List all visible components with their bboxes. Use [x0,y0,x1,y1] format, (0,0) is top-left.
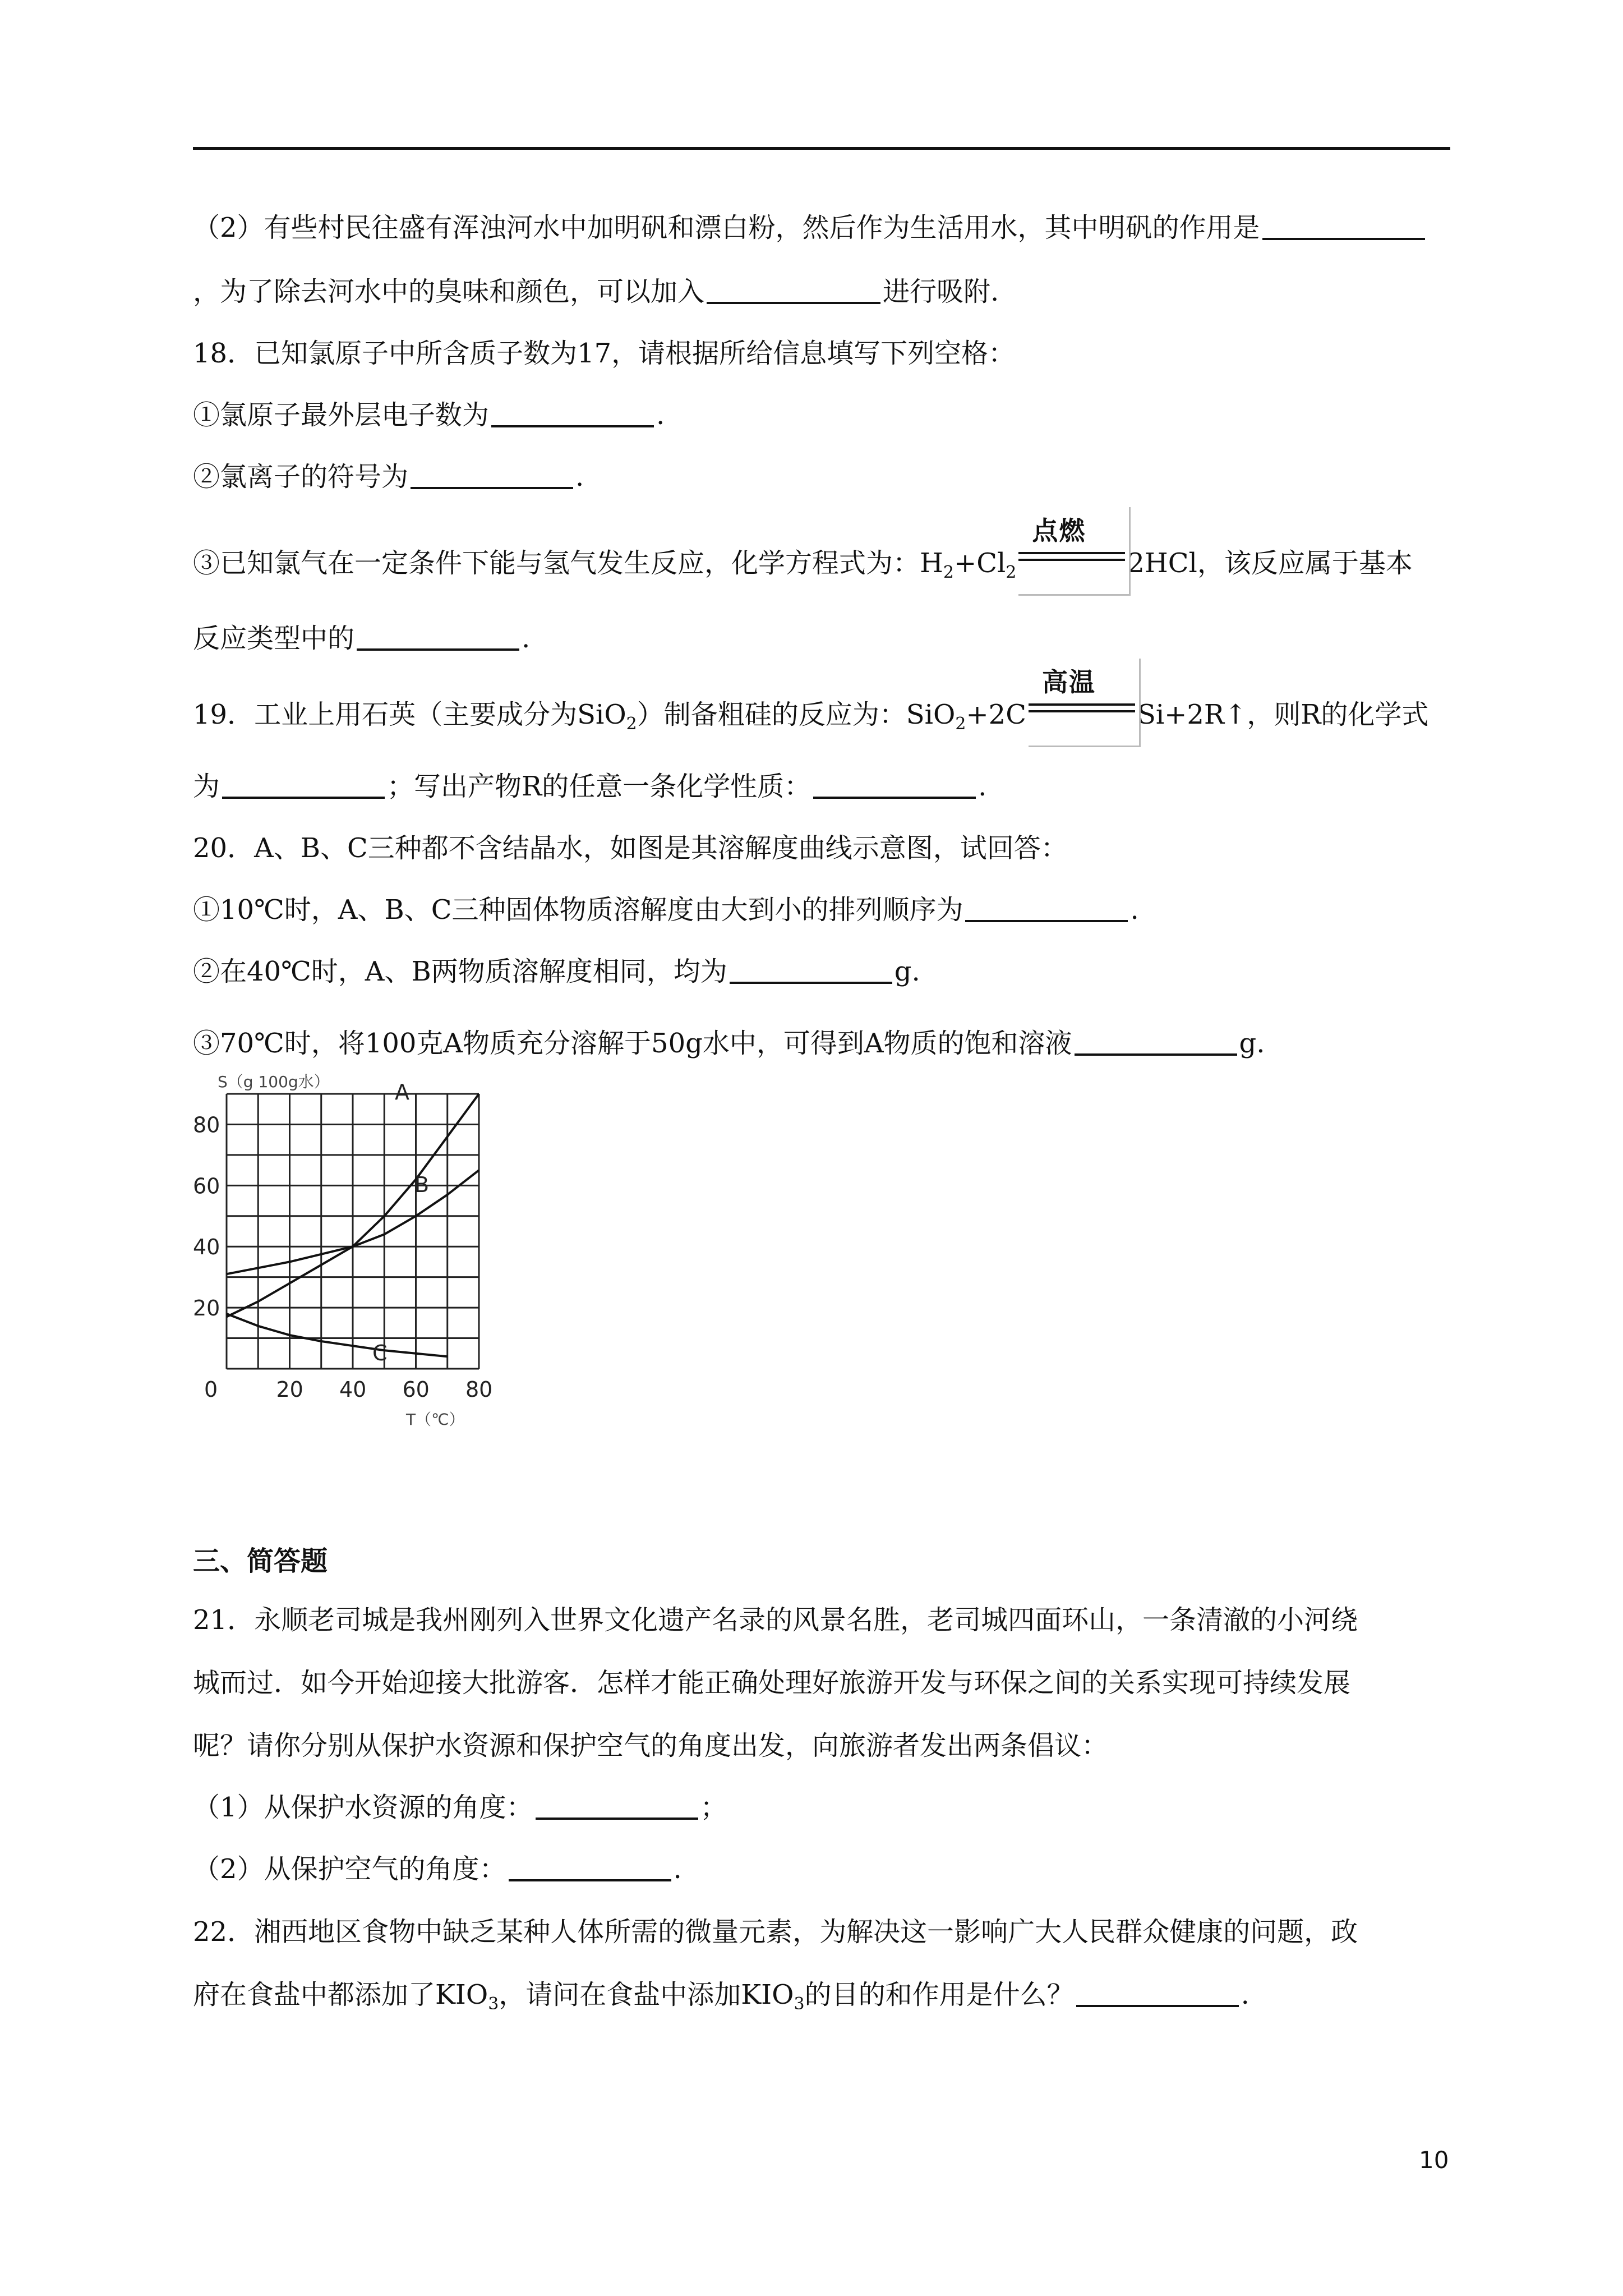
q20-stem: 20．A、B、C三种都不含结晶水，如图是其溶解度曲线示意图，试回答： [193,832,1068,864]
q21-line1: 21．永顺老司城是我州刚列入世界文化遗产名录的风景名胜，老司城四面环山，一条清澈的小河绕 [193,1604,1358,1636]
q22-line2: 府在食盐中都添加了$KIO_3$，请问在食盐中添加$KIO_3$的目的和作用是什么？ . [193,1977,1249,2022]
q21-line3: 呢？请你分别从保护水资源和保护空气的角度出发，向旅游者发出两条倡议： [193,1730,1109,1761]
q18-item2: ②氯离子的符号为 . [193,459,584,495]
answer-blank[interactable] [509,1851,671,1881]
y-axis-label: S（g 100g水） [218,1073,330,1091]
x-axis-label: T（℃） [406,1410,465,1429]
series-label-c: C [372,1341,388,1365]
q21-item2: （2）从保护空气的角度： . [193,1851,682,1887]
answer-blank[interactable] [813,769,976,799]
series-curve-c [227,1314,448,1356]
q21-line2: 城而过．如今开始迎接大批游客．怎样才能正确处理好旅游开发与环保之间的关系实现可持续发展 [193,1667,1351,1699]
q18-item3-line2: 反应类型中的 . [193,620,530,656]
y-tick-label: 80 [193,1112,220,1138]
q20-item3: ③70℃时，将100克A物质充分溶解于50g水中，可得到A物质的饱和溶液 g. [193,1025,1265,1061]
answer-blank[interactable] [491,397,654,427]
series-label-b: B [414,1172,430,1197]
x-tick-label: 0 [204,1377,218,1402]
answer-blank[interactable] [707,274,880,304]
answer-blank[interactable] [1262,210,1425,240]
answer-blank[interactable] [730,954,892,984]
q18-stem: 18．已知氯原子中所含质子数为17，请根据所给信息填写下列空格： [193,338,1016,369]
x-tick-label: 60 [402,1377,430,1402]
reaction-condition-arrow: 点燃 [1018,542,1125,576]
q19-line1: 19．工业上用石英（主要成分为SiO$_2$）制备粗硅的反应为：SiO$_2$+2C 高温 Si+2R↑，则R的化学式 [193,693,1428,742]
series-label-a: A [395,1080,409,1105]
q18-item3: ③已知氯气在一定条件下能与氢气发生反应，化学方程式为：$H_2+Cl_2$ 点燃 2HCl，该反应属于基本 [193,542,1413,591]
q17-part2-line1: （2）有些村民往盛有浑浊河水中加明矾和漂白粉，然后作为生活用水，其中明矾的作用是 [193,210,1427,246]
q21-item1: （1）从保护水资源的角度： ； [193,1789,727,1825]
x-tick-label: 40 [339,1377,367,1402]
solubility-chart [193,1071,493,1430]
answer-blank[interactable] [536,1789,698,1820]
x-tick-label: 20 [276,1377,303,1402]
q20-item1: ①10℃时，A、B、C三种固体物质溶解度由大到小的排列顺序为 . [193,892,1139,928]
answer-blank[interactable] [222,769,385,799]
x-tick-label: 80 [465,1377,493,1402]
q20-item2: ②在40℃时，A、B两物质溶解度相同，均为 g. [193,954,920,990]
answer-blank[interactable] [411,459,573,489]
q17-part2-line2: ，为了除去河水中的臭味和颜色，可以加入 进行吸附. [193,274,999,310]
answer-blank[interactable] [1075,1025,1237,1056]
section-heading: 三、简答题 [193,1545,328,1577]
q22-line1: 22．湘西地区食物中缺乏某种人体所需的微量元素，为解决这一影响广大人民群众健康的问题，政 [193,1916,1358,1948]
q18-item1: ①氯原子最外层电子数为 . [193,397,665,433]
header-rule [193,147,1450,150]
y-tick-label: 60 [193,1174,220,1199]
q19-line2: 为 ；写出产物R的任意一条化学性质： . [193,769,986,804]
answer-blank[interactable] [965,892,1128,922]
reaction-condition-arrow: 高温 [1029,693,1135,727]
answer-blank[interactable] [1076,1977,1239,2007]
y-tick-label: 20 [193,1296,220,1321]
page-number: 10 [1419,2146,1449,2174]
answer-blank[interactable] [357,620,519,651]
y-tick-label: 40 [193,1235,220,1260]
solubility-chart-svg [193,1071,493,1430]
